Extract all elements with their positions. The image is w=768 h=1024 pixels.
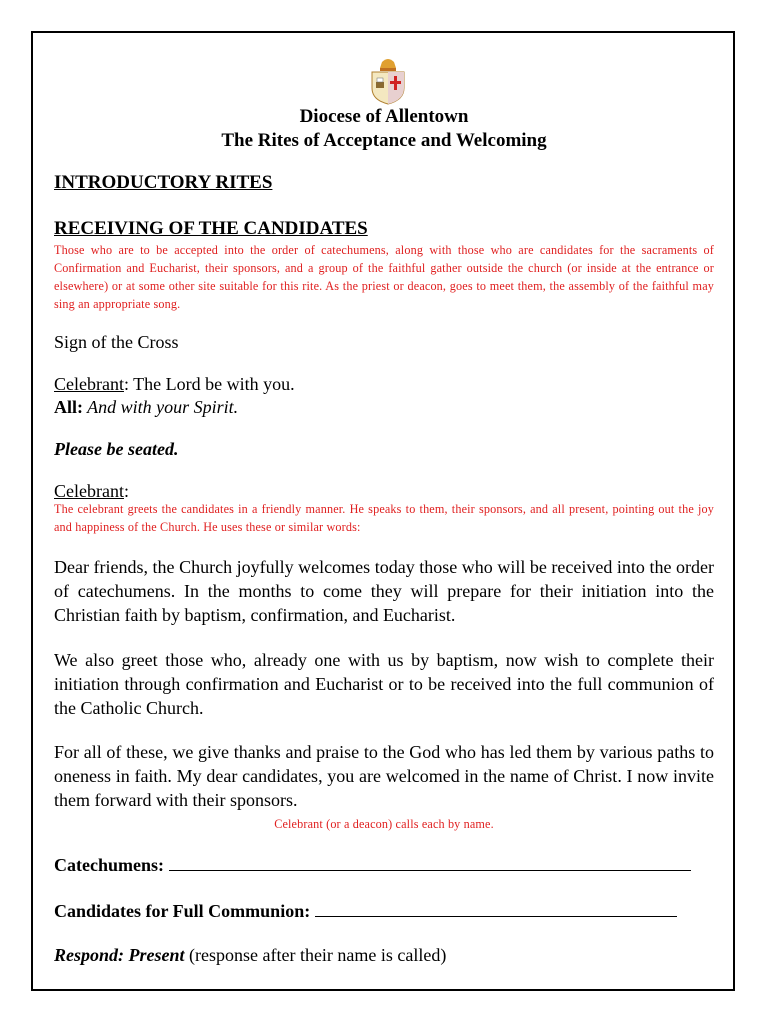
celebrant-colon: :	[123, 481, 129, 501]
celebrant-greeting-line	[54, 373, 295, 395]
sign-of-cross: Sign of the Cross	[54, 332, 179, 352]
catechumens-blank[interactable]	[169, 856, 691, 871]
respond-note: (response after their name is called)	[184, 945, 447, 965]
respond-label: Respond: Present	[54, 945, 185, 965]
rubric-greeting: The celebrant greets the candidates in a friendly manner. He speaks to them, their sponsors, and all present, pointing out the joy and happiness of the Church. He uses these or similar words:	[54, 502, 714, 534]
celebrant-label-2: Celebrant	[54, 481, 124, 501]
candidates-label: Candidates for Full Communion:	[54, 901, 311, 921]
celebrant-label: Celebrant	[54, 374, 124, 394]
catechumens-label: Catechumens:	[54, 855, 164, 875]
rubric-calls-by-name: Celebrant (or a deacon) calls each by name.	[274, 817, 494, 831]
candidates-blank[interactable]	[315, 902, 677, 917]
diocese-logo-icon	[366, 56, 410, 106]
respond-line	[54, 944, 446, 966]
catechumens-field	[54, 854, 691, 876]
paragraph-greet: We also greet those who, already one with us by baptism, now wish to complete their initiation through confirmation and Eucharist or to be received into the full communion of the Catholic Church.	[54, 650, 714, 718]
candidates-field	[54, 900, 677, 922]
rubric-gathering: Those who are to be accepted into the order of catechumens, along with those who are candidates for the sacraments of Confirmation and Eucharist, their sponsors, and a group of the faithful gather outside the church (or inside at the entrance or elsewhere) or at some other site suitable for this rite. As the priest or deacon, goes to meet them, the assembly of the faithful may sing an appropriate song.	[54, 243, 714, 311]
please-be-seated: Please be seated.	[54, 439, 179, 459]
paragraph-welcome: Dear friends, the Church joyfully welcomes today those who will be received into the order of catechumens. In the months to come they will prepare for their initiation into the Christian faith by baptism, confirmation, and Eucharist.	[54, 557, 714, 625]
document-title: The Rites of Acceptance and Welcoming	[221, 130, 547, 151]
section-receiving-candidates: RECEIVING OF THE CANDIDATES	[54, 218, 368, 239]
all-response: And with your Spirit.	[83, 397, 239, 417]
celebrant-label-line	[54, 480, 129, 502]
diocese-title: Diocese of Allentown	[299, 106, 469, 127]
all-label: All:	[54, 397, 83, 417]
section-introductory-rites: INTRODUCTORY RITES	[54, 172, 273, 193]
all-response-line	[54, 396, 238, 418]
celebrant-text: : The Lord be with you.	[123, 374, 295, 394]
paragraph-thanks: For all of these, we give thanks and praise to the God who has led them by various paths to oneness in faith. My dear candidates, you are welcomed in the name of Christ. I now invite them forward with their sponsors.	[54, 742, 714, 810]
